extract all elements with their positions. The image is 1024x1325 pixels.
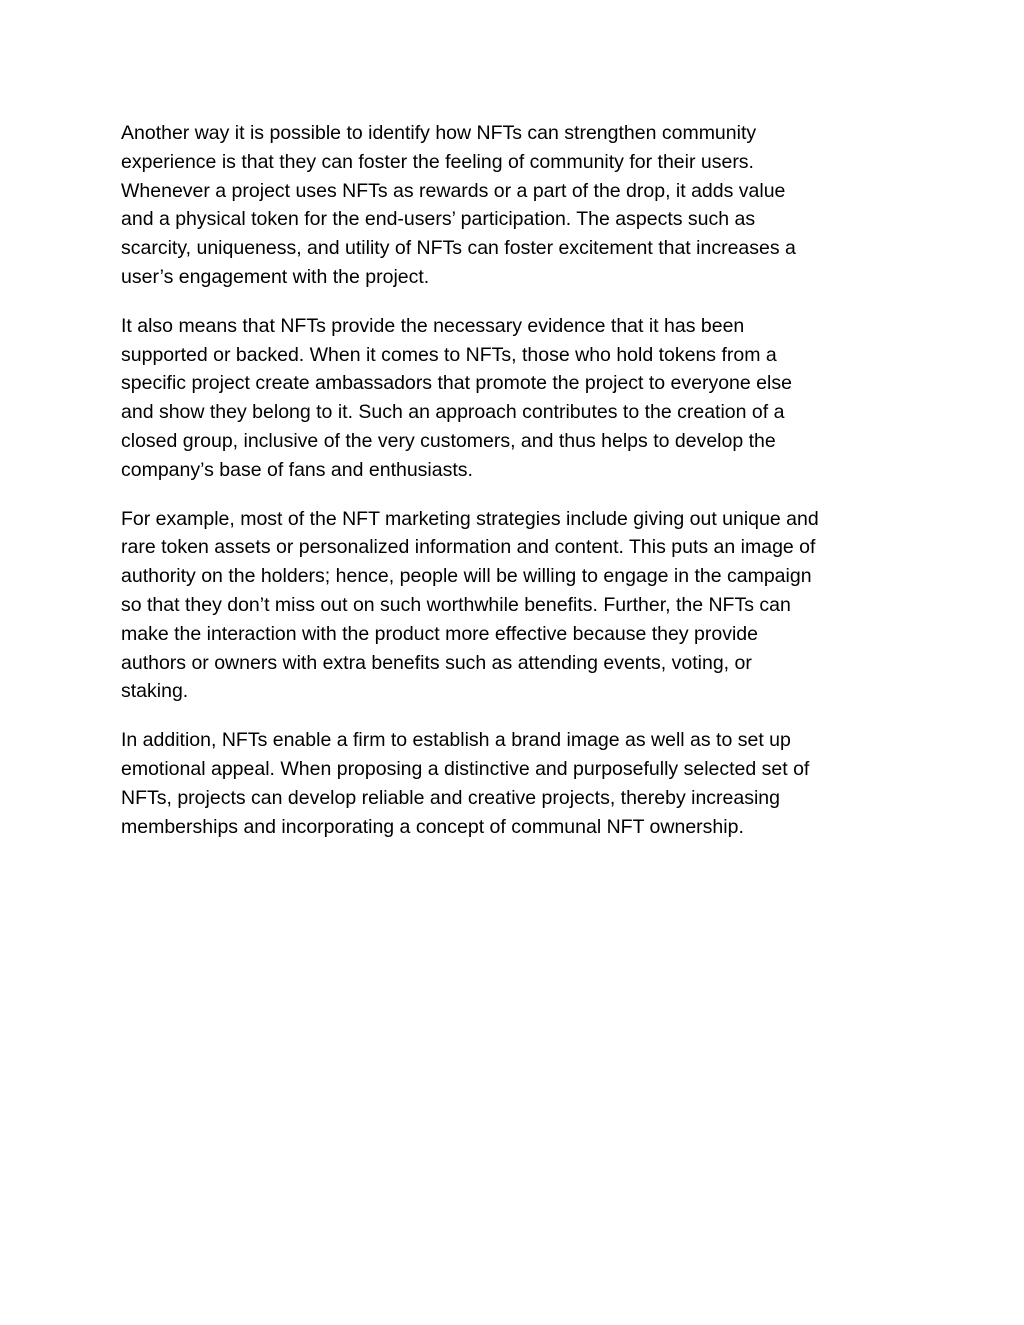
paragraph-line: It also means that NFTs provide the necessary evidence that it has been: [121, 314, 745, 337]
paragraph-line: closed group, inclusive of the very customers, and thus helps to develop the: [121, 429, 776, 452]
paragraph-line: user’s engagement with the project.: [121, 265, 430, 288]
paragraph-line: NFTs, projects can develop reliable and creative projects, thereby increasing: [121, 786, 781, 809]
paragraph-line: In addition, NFTs enable a firm to establish a brand image as well as to set up: [121, 729, 791, 752]
document-body: [121, 119, 911, 861]
paragraph-line: and show they belong to it. Such an approach contributes to the creation of a: [121, 401, 785, 424]
paragraph-line: rare token assets or personalized information and content. This puts an image of: [121, 536, 816, 559]
paragraph-line: specific project create ambassadors that promote the project to everyone else: [121, 372, 792, 395]
paragraph-line: experience is that they can foster the feeling of community for their users.: [121, 150, 754, 173]
paragraph-line: supported or backed. When it comes to NFTs, those who hold tokens from a: [121, 343, 777, 366]
paragraph-3: [121, 505, 911, 707]
paragraph-line: emotional appeal. When proposing a distinctive and purposefully selected set of: [121, 757, 810, 780]
paragraph-line: For example, most of the NFT marketing strategies include giving out unique and: [121, 507, 819, 530]
paragraph-line: staking.: [121, 680, 189, 703]
paragraph-line: memberships and incorporating a concept of communal NFT ownership.: [121, 815, 744, 838]
paragraph-1: [121, 119, 911, 292]
paragraph-line: and a physical token for the end-users’ participation. The aspects such as: [121, 208, 756, 231]
paragraph-line: scarcity, uniqueness, and utility of NFTs can foster excitement that increases a: [121, 237, 796, 260]
paragraph-line: Another way it is possible to identify how NFTs can strengthen community: [121, 122, 757, 144]
paragraph-2: [121, 312, 911, 485]
paragraph-line: company’s base of fans and enthusiasts.: [121, 458, 473, 481]
paragraph-line: make the interaction with the product more effective because they provide: [121, 622, 758, 645]
paragraph-line: authors or owners with extra benefits such as attending events, voting, or: [121, 651, 752, 674]
paragraph-4: [121, 726, 911, 841]
paragraph-line: Whenever a project uses NFTs as rewards or a part of the drop, it adds value: [121, 179, 786, 202]
paragraph-line: authority on the holders; hence, people will be willing to engage in the campaign: [121, 565, 812, 588]
paragraph-line: so that they don’t miss out on such worthwhile benefits. Further, the NFTs can: [121, 593, 791, 616]
